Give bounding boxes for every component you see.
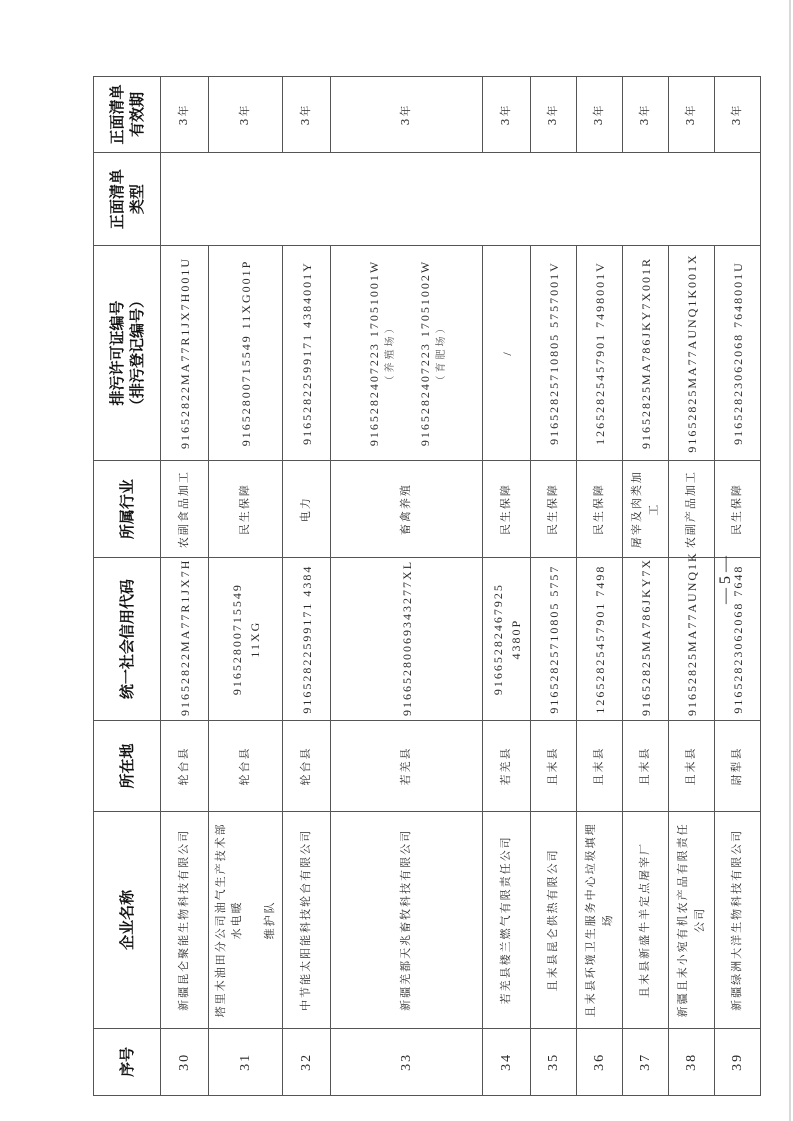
company-name: 新疆羌都天兆畜牧科技有限公司 xyxy=(399,828,413,1011)
header-location-label: 所在地 xyxy=(117,743,136,789)
company-name-line2: 维护队 xyxy=(263,900,276,940)
table-body xyxy=(161,77,761,1096)
validity-value: 3年 xyxy=(499,103,513,126)
cell-seq xyxy=(623,1028,669,1095)
cell-location xyxy=(283,720,331,811)
cell-location xyxy=(161,720,209,811)
location-value: 若羌县 xyxy=(499,746,513,786)
cell-company xyxy=(623,812,669,1029)
credit-code-value: 91665282467925 4380P xyxy=(490,583,523,696)
header-permit-line2: （排污登记编号） xyxy=(128,292,146,413)
credit-code-value: 91652822MA77R1JX7H xyxy=(177,558,192,716)
header-list-type-line2: 类型 xyxy=(128,184,146,215)
cell-permit xyxy=(283,246,331,461)
cell-credit-code xyxy=(161,558,209,721)
cell-seq xyxy=(531,1028,577,1095)
cell-location xyxy=(531,720,577,811)
cell-validity xyxy=(669,77,715,153)
header-company xyxy=(94,812,161,1029)
cell-validity xyxy=(623,77,669,153)
cell-permit xyxy=(577,246,623,461)
company-name: 且末县环境卫生服务中心垃圾填埋场 xyxy=(584,822,614,1018)
cell-credit-code xyxy=(331,558,483,721)
company-name: 新疆昆仑聚能生物科技有限公司 xyxy=(177,828,191,1011)
permit-table xyxy=(93,76,761,1096)
cell-company xyxy=(577,812,623,1029)
header-company-label: 企业名称 xyxy=(117,889,136,950)
industry-value: 畜禽养殖 xyxy=(399,483,413,536)
permit-note-2: （育肥场） xyxy=(435,320,447,386)
seq-value: 38 xyxy=(684,1052,699,1071)
cell-validity xyxy=(209,77,283,153)
header-validity xyxy=(94,77,161,153)
cell-permit xyxy=(669,246,715,461)
seq-value: 36 xyxy=(592,1052,607,1071)
location-value: 轮台县 xyxy=(177,746,191,786)
credit-code-value: 91652800715549 11XG xyxy=(229,583,262,696)
cell-seq xyxy=(669,1028,715,1095)
permit-number-1: 91652825MA786JKY7X001R xyxy=(638,256,653,449)
cell-validity xyxy=(715,77,761,153)
page-number: — 5 — xyxy=(717,556,734,604)
header-permit-line1: 排污许可证编号 xyxy=(107,300,126,406)
cell-permit xyxy=(715,246,761,461)
table-header-row xyxy=(94,77,161,1096)
cell-industry xyxy=(669,460,715,558)
validity-value: 3年 xyxy=(299,103,313,126)
cell-permit xyxy=(161,246,209,461)
cell-seq xyxy=(331,1028,483,1095)
validity-value: 3年 xyxy=(546,103,560,126)
cell-seq xyxy=(577,1028,623,1095)
permit-number-1: 9165282407223 17051001W xyxy=(366,259,381,447)
cell-seq xyxy=(161,1028,209,1095)
company-name: 塔里木油田分公司油气生产技术部水电暖 xyxy=(213,822,243,1018)
permit-number-1: 91652822MA77R1JX7H001U xyxy=(177,256,192,449)
seq-value: 30 xyxy=(177,1052,192,1071)
cell-validity xyxy=(331,77,483,153)
table-row xyxy=(161,77,209,1096)
header-seq-label: 序号 xyxy=(117,1046,136,1077)
seq-value: 34 xyxy=(499,1052,514,1071)
validity-value: 3年 xyxy=(684,103,698,126)
location-value: 尉犁县 xyxy=(730,746,744,786)
seq-value: 32 xyxy=(299,1052,314,1071)
credit-code-value: 12652825457901 7498 xyxy=(592,564,607,714)
header-validity-line1: 正面清单 xyxy=(107,84,126,145)
validity-value: 3年 xyxy=(238,103,252,126)
seq-value: 35 xyxy=(546,1052,561,1071)
credit-code-value: 91652822599171 4384 xyxy=(299,564,314,714)
permit-number-1: 91652825MA77AUNQ1K001X xyxy=(684,253,699,453)
header-credit-code xyxy=(94,558,161,721)
validity-value: 3年 xyxy=(638,103,652,126)
cell-permit xyxy=(483,246,531,461)
location-value: 且末县 xyxy=(638,746,652,786)
company-name: 若羌县楼兰燃气有限责任公司 xyxy=(499,835,513,1005)
cell-credit-code xyxy=(577,558,623,721)
location-value: 轮台县 xyxy=(299,746,313,786)
cell-location xyxy=(715,720,761,811)
cell-location xyxy=(623,720,669,811)
company-name: 新疆绿洲大洋生物科技有限公司 xyxy=(730,828,744,1011)
permit-note-1: （养殖场） xyxy=(384,320,396,386)
cell-validity xyxy=(283,77,331,153)
header-list-type-line1: 正面清单 xyxy=(107,169,126,230)
industry-value: 民生保障 xyxy=(592,483,606,536)
industry-value: 民生保障 xyxy=(730,483,744,536)
header-credit-code-label: 统一社会信用代码 xyxy=(117,579,136,700)
cell-credit-code xyxy=(483,558,531,721)
cell-location xyxy=(483,720,531,811)
cell-company xyxy=(161,812,209,1029)
header-location xyxy=(94,720,161,811)
company-name: 中节能太阳能科技轮台有限公司 xyxy=(299,828,313,1011)
cell-location xyxy=(331,720,483,811)
header-list-type xyxy=(94,152,161,245)
permit-number-1: 91652823062068 7648001U xyxy=(730,261,745,445)
cell-company xyxy=(209,812,283,1029)
cell-permit xyxy=(331,246,483,461)
validity-value: 3年 xyxy=(730,103,744,126)
cell-list-type xyxy=(161,152,761,245)
cell-industry xyxy=(209,460,283,558)
permit-number-1: 91652825710805 5757001V xyxy=(546,261,561,445)
location-value: 轮台县 xyxy=(238,746,252,786)
cell-credit-code xyxy=(283,558,331,721)
header-validity-line2: 有效期 xyxy=(128,91,146,137)
cell-industry xyxy=(483,460,531,558)
cell-industry xyxy=(715,460,761,558)
credit-code-value: 91652825MA77AUNQ1K xyxy=(684,551,699,716)
cell-industry xyxy=(531,460,577,558)
header-permit xyxy=(94,246,161,461)
cell-company xyxy=(669,812,715,1029)
permit-number-1: / xyxy=(499,350,514,356)
company-name: 且末县新盛牛羊定点屠宰厂 xyxy=(638,841,652,998)
location-value: 且末县 xyxy=(684,746,698,786)
location-value: 且末县 xyxy=(546,746,560,786)
permit-number-1: 91652800715549 11XG001P xyxy=(238,259,253,447)
cell-credit-code xyxy=(623,558,669,721)
validity-value: 3年 xyxy=(177,103,191,126)
cell-seq xyxy=(483,1028,531,1095)
company-name: 新疆且末小宛有机农产品有限责任公司 xyxy=(676,822,706,1018)
header-industry xyxy=(94,460,161,558)
location-value: 若羌县 xyxy=(399,746,413,786)
industry-value: 民生保障 xyxy=(238,483,252,536)
cell-validity xyxy=(577,77,623,153)
page-edge-divider xyxy=(789,0,791,1121)
cell-industry xyxy=(331,460,483,558)
rotated-table-container xyxy=(93,76,745,1096)
cell-industry xyxy=(161,460,209,558)
cell-validity xyxy=(531,77,577,153)
cell-company xyxy=(483,812,531,1029)
cell-seq xyxy=(715,1028,761,1095)
permit-number-1: 91652822599171 4384001Y xyxy=(299,261,314,445)
header-seq xyxy=(94,1028,161,1095)
industry-value: 民生保障 xyxy=(546,483,560,536)
seq-value: 37 xyxy=(638,1052,653,1071)
industry-value: 电力 xyxy=(299,496,313,523)
cell-company xyxy=(531,812,577,1029)
credit-code-value: 91652825710805 5757 xyxy=(546,564,561,714)
cell-location xyxy=(209,720,283,811)
industry-value: 民生保障 xyxy=(499,483,513,536)
validity-value: 3年 xyxy=(592,103,606,126)
cell-industry xyxy=(283,460,331,558)
cell-seq xyxy=(283,1028,331,1095)
cell-industry xyxy=(623,460,669,558)
cell-credit-code xyxy=(531,558,577,721)
cell-validity xyxy=(483,77,531,153)
cell-company xyxy=(283,812,331,1029)
cell-company xyxy=(331,812,483,1029)
cell-permit xyxy=(209,246,283,461)
cell-permit xyxy=(623,246,669,461)
seq-value: 39 xyxy=(730,1052,745,1071)
permit-number-1: 12652825457901 7498001V xyxy=(592,261,607,445)
company-name: 且末县昆仑供热有限公司 xyxy=(546,848,560,992)
cell-company xyxy=(715,812,761,1029)
cell-validity xyxy=(161,77,209,153)
industry-value: 农副食品加工 xyxy=(177,470,191,549)
seq-value: 31 xyxy=(238,1052,253,1071)
industry-value: 农副产品加工 xyxy=(684,470,698,549)
cell-location xyxy=(577,720,623,811)
cell-industry xyxy=(577,460,623,558)
credit-code-value: 91652825MA786JKY7X xyxy=(638,557,653,716)
location-value: 且末县 xyxy=(592,746,606,786)
permit-number-2: 9165282407223 17051002W xyxy=(417,259,432,447)
cell-seq xyxy=(209,1028,283,1095)
cell-location xyxy=(669,720,715,811)
cell-permit xyxy=(531,246,577,461)
cell-credit-code xyxy=(209,558,283,721)
validity-value: 3年 xyxy=(399,103,413,126)
seq-value: 33 xyxy=(399,1052,414,1071)
header-industry-label: 所属行业 xyxy=(117,479,136,540)
credit-code-value: 91652823062068 7648 xyxy=(730,564,745,714)
credit-code-value: 91665280069343277XL xyxy=(399,559,414,716)
industry-value: 屠宰及肉类加工 xyxy=(630,470,660,549)
